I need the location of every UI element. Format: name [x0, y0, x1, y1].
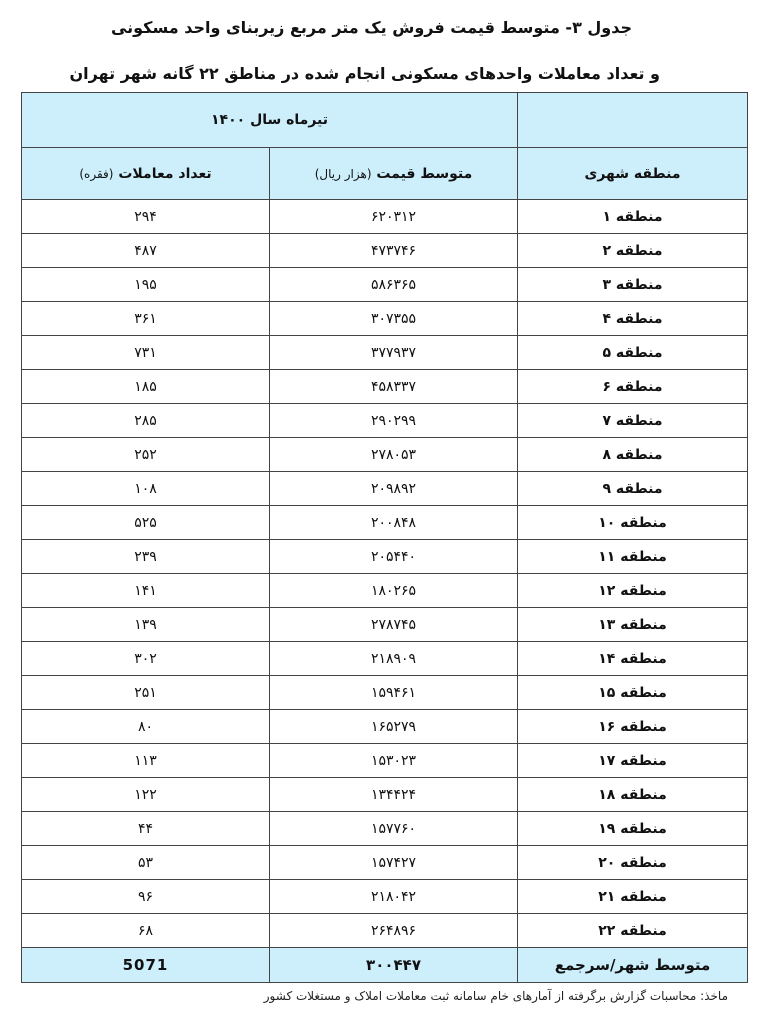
table-row	[22, 914, 748, 948]
table-row	[22, 812, 748, 846]
price-cell: ۲۱۸۰۴۲	[270, 880, 518, 914]
table-row	[22, 846, 748, 880]
count-cell: ۴۸۷	[22, 234, 270, 268]
price-cell: ۲۰۰۸۴۸	[270, 506, 518, 540]
region-cell: منطقه ۲	[518, 234, 748, 268]
table-row	[22, 302, 748, 336]
table-row	[22, 880, 748, 914]
table-row	[22, 778, 748, 812]
table-row	[22, 268, 748, 302]
count-cell: ۱۴۱	[22, 574, 270, 608]
table-row	[22, 608, 748, 642]
column-header-count	[22, 148, 270, 200]
period-header: تیرماه سال ۱۴۰۰	[22, 93, 518, 148]
price-cell: ۲۰۵۴۴۰	[270, 540, 518, 574]
total-row	[22, 948, 748, 983]
header-row-period	[22, 93, 748, 148]
region-cell: منطقه ۱۸	[518, 778, 748, 812]
region-cell: منطقه ۲۱	[518, 880, 748, 914]
table-row	[22, 234, 748, 268]
table-row	[22, 370, 748, 404]
table-row	[22, 574, 748, 608]
region-cell: منطقه ۹	[518, 472, 748, 506]
count-cell: ۱۳۹	[22, 608, 270, 642]
region-cell: منطقه ۱۰	[518, 506, 748, 540]
price-cell: ۵۸۶۳۶۵	[270, 268, 518, 302]
price-cell: ۱۵۳۰۲۳	[270, 744, 518, 778]
region-cell: منطقه ۸	[518, 438, 748, 472]
price-cell: ۳۰۷۳۵۵	[270, 302, 518, 336]
table-row	[22, 336, 748, 370]
count-cell: ۱۰۸	[22, 472, 270, 506]
region-cell: منطقه ۱۴	[518, 642, 748, 676]
region-cell: منطقه ۷	[518, 404, 748, 438]
region-cell: منطقه ۲۰	[518, 846, 748, 880]
price-cell: ۱۵۷۴۲۷	[270, 846, 518, 880]
region-cell: منطقه ۱۲	[518, 574, 748, 608]
count-cell: ۸۰	[22, 710, 270, 744]
region-cell: منطقه ۱	[518, 200, 748, 234]
price-cell: ۲۷۸۷۴۵	[270, 608, 518, 642]
region-cell: منطقه ۱۹	[518, 812, 748, 846]
source-footnote: ماخذ: محاسبات گزارش برگرفته از آمارهای خام سامانه ثبت معاملات املاک و مستغلات کشور	[263, 989, 728, 1003]
count-cell: ۲۵۲	[22, 438, 270, 472]
price-transactions-table	[21, 92, 748, 983]
price-cell: ۱۳۴۴۲۴	[270, 778, 518, 812]
region-cell: منطقه ۶	[518, 370, 748, 404]
header-empty-cell	[518, 93, 748, 148]
table-row	[22, 710, 748, 744]
column-header-count-label: تعداد معاملات	[118, 165, 212, 182]
count-cell: ۹۶	[22, 880, 270, 914]
count-cell: ۲۸۵	[22, 404, 270, 438]
count-cell: ۶۸	[22, 914, 270, 948]
region-cell: منطقه ۱۵	[518, 676, 748, 710]
table-row	[22, 438, 748, 472]
column-header-region-label: منطقه شهری	[584, 165, 681, 182]
region-cell: منطقه ۵	[518, 336, 748, 370]
price-cell: ۲۶۴۸۹۶	[270, 914, 518, 948]
price-cell: ۴۷۳۷۴۶	[270, 234, 518, 268]
price-cell: ۶۲۰۳۱۲	[270, 200, 518, 234]
price-cell: ۲۹۰۲۹۹	[270, 404, 518, 438]
region-cell: منطقه ۱۷	[518, 744, 748, 778]
header-row-columns	[22, 148, 748, 200]
count-cell: ۲۹۴	[22, 200, 270, 234]
column-header-price-label: متوسط قیمت	[376, 165, 473, 182]
count-cell: ۴۴	[22, 812, 270, 846]
count-cell: ۱۹۵	[22, 268, 270, 302]
count-cell: ۱۲۲	[22, 778, 270, 812]
table-row	[22, 200, 748, 234]
price-cell: ۱۸۰۲۶۵	[270, 574, 518, 608]
price-cell: ۳۷۷۹۳۷	[270, 336, 518, 370]
region-cell: منطقه ۳	[518, 268, 748, 302]
column-header-region	[518, 148, 748, 200]
count-cell: ۱۸۵	[22, 370, 270, 404]
total-count-cell: 5071	[22, 948, 270, 983]
table-row	[22, 642, 748, 676]
region-cell: منطقه ۲۲	[518, 914, 748, 948]
region-cell: منطقه ۱۳	[518, 608, 748, 642]
price-cell: ۱۵۷۷۶۰	[270, 812, 518, 846]
table-title-line-1: جدول ۳- متوسط قیمت فروش یک متر مربع زیربنای واحد مسکونی	[110, 18, 632, 37]
table-row	[22, 472, 748, 506]
table-row	[22, 676, 748, 710]
count-cell: ۳۶۱	[22, 302, 270, 336]
price-cell: ۲۱۸۹۰۹	[270, 642, 518, 676]
table-row	[22, 744, 748, 778]
column-header-price-unit: (هزار ریال)	[314, 166, 372, 181]
region-cell: منطقه ۴	[518, 302, 748, 336]
price-cell: ۴۵۸۳۳۷	[270, 370, 518, 404]
column-header-count-unit: (فقره)	[79, 166, 114, 181]
price-cell: ۱۵۹۴۶۱	[270, 676, 518, 710]
price-cell: ۲۰۹۸۹۲	[270, 472, 518, 506]
count-cell: ۲۳۹	[22, 540, 270, 574]
column-header-price	[270, 148, 518, 200]
region-cell: منطقه ۱۱	[518, 540, 748, 574]
price-cell: ۲۷۸۰۵۳	[270, 438, 518, 472]
price-cell: ۱۶۵۲۷۹	[270, 710, 518, 744]
region-cell: منطقه ۱۶	[518, 710, 748, 744]
total-label-cell: متوسط شهر/سرجمع	[518, 948, 748, 983]
table-row	[22, 404, 748, 438]
count-cell: ۱۱۳	[22, 744, 270, 778]
count-cell: ۵۳	[22, 846, 270, 880]
count-cell: ۵۲۵	[22, 506, 270, 540]
total-price-cell: ۳۰۰۴۴۷	[270, 948, 518, 983]
count-cell: ۷۳۱	[22, 336, 270, 370]
table-row	[22, 540, 748, 574]
count-cell: ۳۰۲	[22, 642, 270, 676]
table-title-line-2: و تعداد معاملات واحدهای مسکونی انجام شده در مناطق ۲۲ گانه شهر تهران	[69, 64, 660, 83]
table-row	[22, 506, 748, 540]
count-cell: ۲۵۱	[22, 676, 270, 710]
